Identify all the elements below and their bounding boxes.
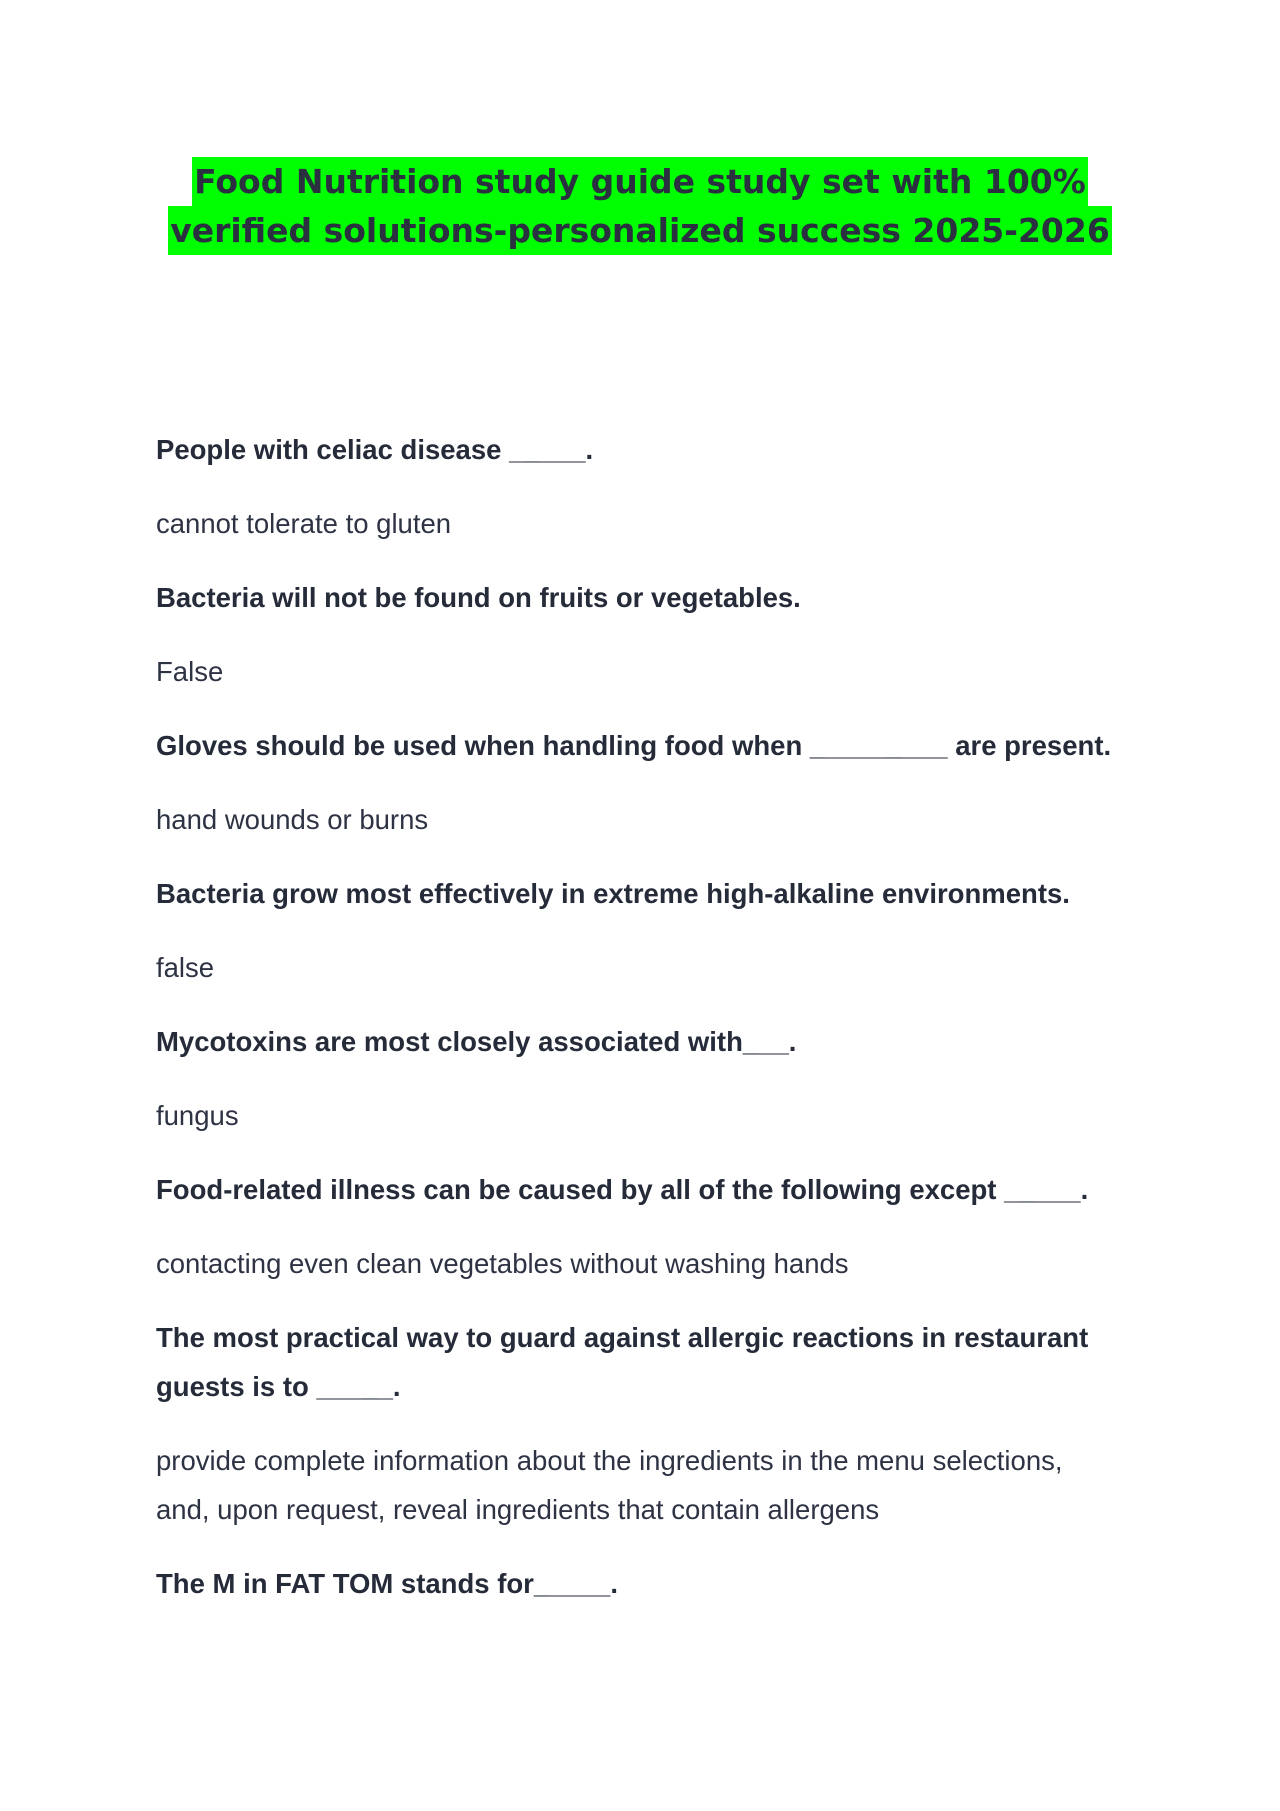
question-answer-list [156,425,1116,1633]
question-text: Bacteria grow most effectively in extreme high-alkaline environments. [156,878,1070,909]
question-text: Gloves should be used when handling food when _________ are present. [156,730,1112,761]
question-text: Bacteria will not be found on fruits or vegetables. [156,582,801,613]
document-title [0,157,1280,255]
answer-text: cannot tolerate to gluten [156,508,452,539]
answer-text: contacting even clean vegetables without washing hands [156,1248,849,1279]
answer-text: false [156,952,215,983]
answer-text: hand wounds or burns [156,804,429,835]
question-text: Mycotoxins are most closely associated with___. [156,1026,797,1057]
question-text: Food-related illness can be caused by all of the following except _____. [156,1174,1089,1205]
question-text: The most practical way to guard against allergic reactions in restaurant guests is to _____. [156,1322,1089,1402]
answer-text: fungus [156,1100,239,1131]
question-text: The M in FAT TOM stands for_____. [156,1568,618,1599]
question-text: People with celiac disease _____. [156,434,594,465]
answer-text: provide complete information about the ingredients in the menu selections, and, upon request, reveal ingredients that contain allergens [156,1445,1063,1525]
title-line: Food Nutrition study guide study set with 100% [192,157,1088,206]
answer-text: False [156,656,224,687]
title-line: verified solutions-personalized success 2025-2026 [168,206,1112,255]
